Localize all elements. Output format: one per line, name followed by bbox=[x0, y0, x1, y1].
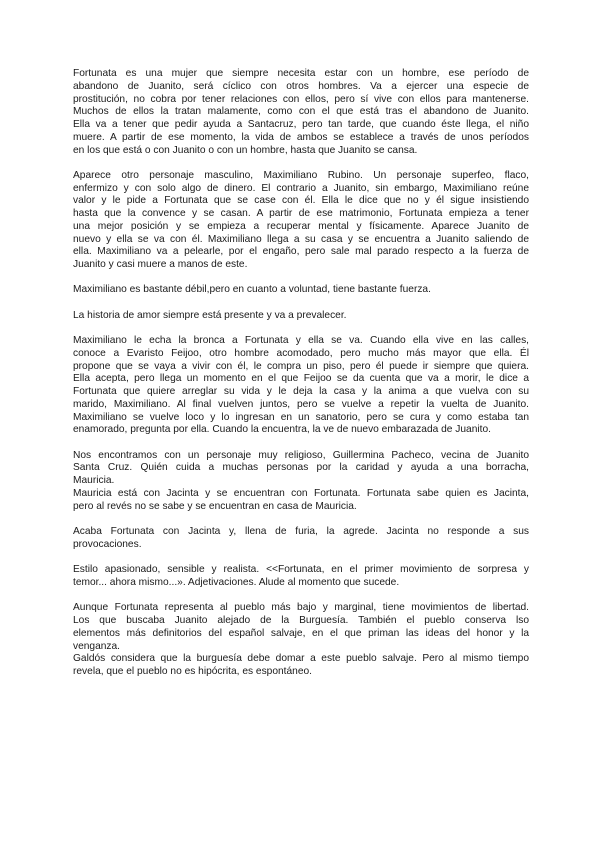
text-line: Ella va a tener que pedir ayuda a Santacruz, pero tan tarde, que cuando éste llega, el niño bbox=[73, 119, 529, 130]
paragraph-1 bbox=[73, 68, 529, 157]
text-line: Maximiliano es bastante débil,pero en cuanto a voluntad, tiene bastante fuerza. bbox=[73, 284, 431, 296]
text-line: Los que buscaba Juanito alejado de la Burguesía. También el pueblo conserva lso bbox=[73, 615, 529, 626]
text-line: muere. A partir de ese momento, la vida de ambos se establece a través de unos períodos bbox=[73, 131, 529, 143]
text-line: elementos más definitorios del español salvaje, en el que priman las ideas del honor y la bbox=[73, 627, 529, 639]
text-line: Galdós considera que la burguesía debe domar a este pueblo salvaje. Pero al mismo tiempo bbox=[73, 653, 529, 665]
text-line: enamorado, pregunta por ella. Cuando la encuentra, la ve de nuevo embarazada de Juanito. bbox=[73, 424, 491, 436]
text-line: prostitución, no cobra por tener relaciones con ellos, pero sí vive con ellos para mantenerse. bbox=[73, 93, 529, 105]
text-line: Fortunata es una mujer que siempre necesita estar con un hombre, ese período de bbox=[73, 68, 529, 79]
text-line: Maximiliano se vuelve loco y lo ingresan en un sanatorio, pero se cura y como estaba tan bbox=[73, 411, 529, 423]
text-line: ella. Maximiliano va a pelearle, por el engaño, pero sale mal parado respecto a la fuerza de bbox=[73, 246, 529, 258]
text-line: valor y le pide a Fortunata que se case con él. Ella le dice que no y él sigue insistiendo bbox=[73, 195, 529, 207]
paragraph-8 bbox=[73, 564, 529, 590]
text-line: Aunque Fortunata representa al pueblo más bajo y marginal, tiene movimientos de libertad. bbox=[73, 602, 529, 614]
text-line: Fortunata que quiere arreglar su vida y le deja la casa y la anima a que vuelva con su bbox=[73, 386, 529, 398]
paragraph-9 bbox=[73, 602, 529, 679]
text-line: conoce a Evaristo Feijoo, otro hombre acomodado, pero mucho más mayor que ella. Él bbox=[73, 347, 529, 359]
text-line: propone que se vaya a vivir con él, le compra un piso, pero él puede ir siempre que quiera. bbox=[73, 360, 529, 372]
text-line: nuevo y ella se va con él. Maximiliano llega a su casa y se encuentra a Juanito saliendo de bbox=[73, 233, 529, 245]
text-line: marido, Maximiliano. Al final vuelven juntos, pero se vuelve a repetir la vuelta de Juanito. bbox=[73, 398, 529, 410]
text-line: en los que está o con Juanito o con un hombre, hasta que Juanito se cansa. bbox=[73, 144, 418, 156]
text-line: Santa Cruz. Quién cuida a muchas personas por la caridad y ayuda a una borracha, bbox=[73, 462, 529, 474]
text-line: pero al revés no se sabe y se encuentran en casa de Mauricia. bbox=[73, 500, 357, 512]
paragraph-3 bbox=[73, 284, 529, 297]
text-line: Nos encontramos con un personaje muy religioso, Guillermina Pacheco, vecina de Juanito bbox=[73, 449, 529, 461]
text-line: abandono de Juanito, será cíclico con otros hombres. Va a ejercer una especie de bbox=[73, 80, 529, 92]
text-line: Mauricia. bbox=[73, 475, 115, 487]
text-line: Mauricia está con Jacinta y se encuentran con Fortunata. Fortunata sabe quien es Jacinta, bbox=[73, 487, 529, 499]
text-line: Ella acepta, pero llega un momento en el que Feijoo se da cuenta que va a morir, le dice a bbox=[73, 373, 529, 385]
document-page bbox=[73, 68, 529, 691]
text-line: Aparece otro personaje masculino, Maximiliano Rubino. Un personaje superfeo, flaco, bbox=[73, 169, 529, 181]
text-line: Juanito y casi muere a manos de este. bbox=[73, 259, 248, 271]
text-line: Acaba Fortunata con Jacinta y, llena de furia, la agrede. Jacinta no responde a sus bbox=[73, 526, 529, 538]
text-line: Muchos de ellos la tratan malamente, como con el que está tras el abandono de Juanito. bbox=[73, 106, 529, 118]
text-line: revela, que el pueblo no es hipócrita, es espontáneo. bbox=[73, 666, 313, 677]
text-line: venganza. bbox=[73, 640, 121, 652]
text-line: provocaciones. bbox=[73, 538, 142, 550]
text-line: enfermizo y con solo algo de dinero. El contrario a Juanito, sin embargo, Maximiliano reúne bbox=[73, 182, 529, 194]
paragraph-7 bbox=[73, 526, 529, 552]
paragraph-2 bbox=[73, 170, 529, 272]
text-line: La historia de amor siempre está presente y va a prevalecer. bbox=[73, 309, 347, 321]
text-line: temor... ahora mismo...». Adjetivaciones. Alude al momento que sucede. bbox=[73, 576, 400, 588]
paragraph-5 bbox=[73, 335, 529, 437]
paragraph-4 bbox=[73, 310, 529, 323]
text-line: hasta que la convence y se casan. A partir de ese matrimonio, Fortunata empieza a tener bbox=[73, 208, 529, 220]
paragraph-6 bbox=[73, 450, 529, 514]
text-line: Estilo apasionado, sensible y realista. <<Fortunata, en el primer movimiento de sorpresa y bbox=[73, 564, 529, 576]
text-line: Maximiliano le echa la bronca a Fortunata y ella se va. Cuando ella vive en las calles, bbox=[73, 335, 529, 347]
text-line: una mejor posición y se empieza a recuperar mental y físicamente. Aparece Juanito de bbox=[73, 220, 529, 232]
